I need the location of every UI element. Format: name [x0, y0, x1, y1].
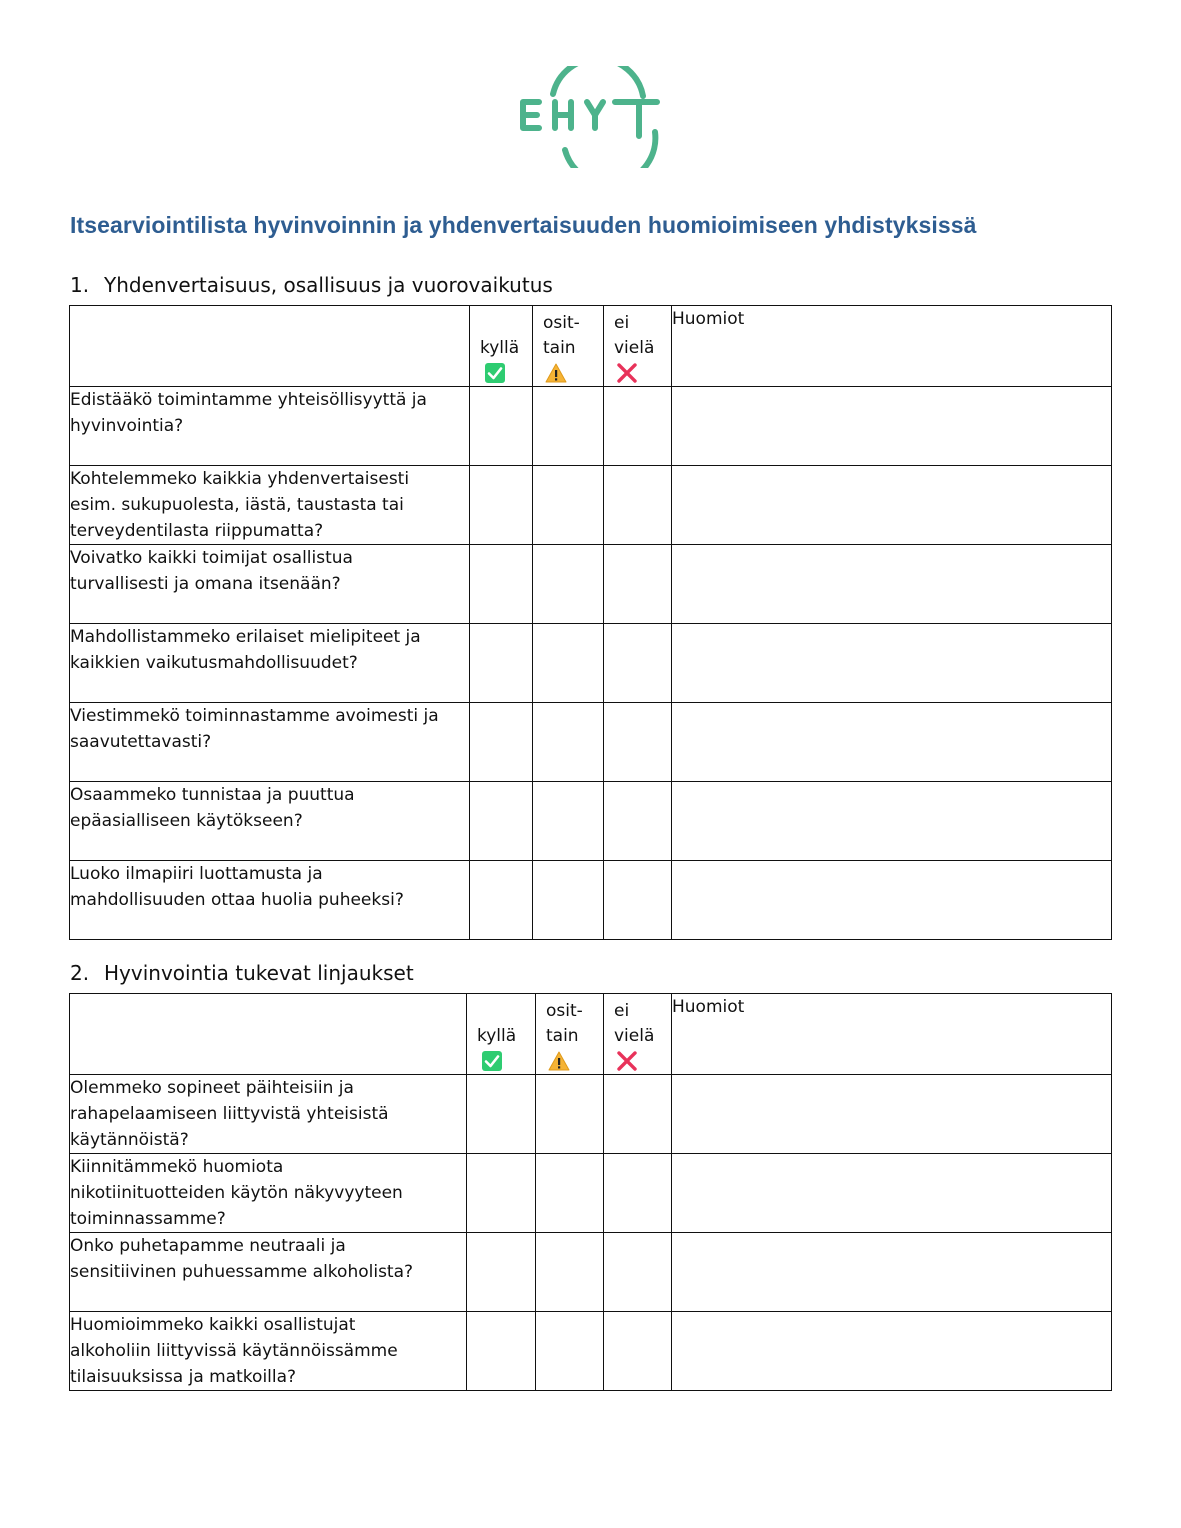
question-line: Huomioimmeko kaikki osallistujat [70, 1315, 356, 1335]
yes-answer-cell[interactable] [470, 466, 533, 545]
partly-answer-cell[interactable] [536, 1154, 604, 1233]
yes-answer-cell[interactable] [470, 624, 533, 703]
question-line: tilaisuuksissa ja matkoilla? [70, 1367, 297, 1387]
question-line: turvallisesti ja omana itsenään? [70, 574, 341, 594]
question-cell [70, 1233, 467, 1312]
partly-answer-cell[interactable] [533, 703, 604, 782]
yes-answer-cell[interactable] [470, 782, 533, 861]
question-line: Mahdollistammeko erilaiset mielipiteet ja [70, 627, 421, 647]
table-row [70, 782, 1112, 861]
section-heading [70, 273, 553, 297]
notes-column-header: Huomiot [672, 306, 1112, 387]
question-line: hyvinvointia? [70, 416, 184, 436]
page-title: Itsearviointilista hyvinvoinnin ja yhdenvertaisuuden huomioimiseen yhdistyksissä [70, 212, 977, 238]
question-header-cell [70, 306, 470, 387]
not-yet-answer-cell[interactable] [604, 387, 672, 466]
table-row [70, 545, 1112, 624]
question-cell [70, 1075, 467, 1154]
notes-cell[interactable] [672, 387, 1112, 466]
partly-answer-cell[interactable] [536, 1312, 604, 1391]
yes-answer-cell[interactable] [467, 1312, 536, 1391]
yes-column-header [467, 994, 536, 1075]
partly-answer-cell[interactable] [533, 624, 604, 703]
table-row [70, 466, 1112, 545]
notes-cell[interactable] [672, 782, 1112, 861]
question-line: Viestimmekö toiminnastamme avoimesti ja [70, 706, 439, 726]
table-row [70, 861, 1112, 940]
partly-label-line1: osit- [543, 313, 580, 333]
question-cell [70, 703, 470, 782]
question-line: kaikkien vaikutusmahdollisuudet? [70, 653, 358, 673]
table-header-row [70, 994, 1112, 1075]
partly-answer-cell[interactable] [533, 782, 604, 861]
yes-answer-cell[interactable] [470, 387, 533, 466]
question-line: alkoholiin liittyvissä käytännöissämme [70, 1341, 398, 1361]
table-row [70, 1233, 1112, 1312]
notes-cell[interactable] [672, 861, 1112, 940]
partly-answer-cell[interactable] [533, 545, 604, 624]
question-line: Edistääkö toimintamme yhteisöllisyyttä ja [70, 390, 427, 410]
question-line: esim. sukupuolesta, iästä, taustasta tai [70, 495, 404, 515]
not-yet-label-line2: vielä [614, 338, 655, 358]
partly-label-line2: tain [546, 1026, 579, 1046]
not-yet-answer-cell[interactable] [604, 1233, 672, 1312]
question-line: Olemmeko sopineet päihteisiin ja [70, 1078, 354, 1098]
notes-cell[interactable] [672, 1233, 1112, 1312]
notes-cell[interactable] [672, 703, 1112, 782]
question-line: saavutettavasti? [70, 732, 212, 752]
question-line: Kiinnitämmekö huomiota [70, 1157, 284, 1177]
question-line: toiminnassamme? [70, 1209, 226, 1229]
yes-answer-cell[interactable] [470, 545, 533, 624]
not-yet-column-header [604, 994, 672, 1075]
not-yet-column-header [604, 306, 672, 387]
not-yet-answer-cell[interactable] [604, 466, 672, 545]
yes-answer-cell[interactable] [467, 1075, 536, 1154]
partly-answer-cell[interactable] [533, 466, 604, 545]
not-yet-answer-cell[interactable] [604, 545, 672, 624]
not-yet-answer-cell[interactable] [604, 624, 672, 703]
table-row [70, 1312, 1112, 1391]
question-cell [70, 782, 470, 861]
section-title: Hyvinvointia tukevat linjaukset [104, 961, 414, 985]
not-yet-label-line1: ei [614, 313, 630, 333]
notes-cell[interactable] [672, 1075, 1112, 1154]
yes-answer-cell[interactable] [470, 703, 533, 782]
notes-cell[interactable] [672, 545, 1112, 624]
not-yet-answer-cell[interactable] [604, 703, 672, 782]
question-cell [70, 861, 470, 940]
cross-icon [616, 1050, 638, 1072]
question-line: epäasialliseen käytökseen? [70, 811, 303, 831]
table-row [70, 387, 1112, 466]
notes-cell[interactable] [672, 1312, 1112, 1391]
section-number: 2. [70, 961, 90, 985]
question-line: mahdollisuuden ottaa huolia puheeksi? [70, 890, 404, 910]
warning-icon [548, 1050, 570, 1072]
question-cell [70, 466, 470, 545]
partly-answer-cell[interactable] [536, 1075, 604, 1154]
not-yet-label-line2: vielä [614, 1026, 655, 1046]
yes-answer-cell[interactable] [470, 861, 533, 940]
question-cell [70, 1312, 467, 1391]
table-row [70, 624, 1112, 703]
table-row [70, 1154, 1112, 1233]
yes-column-header [470, 306, 533, 387]
cross-icon [616, 362, 638, 384]
not-yet-answer-cell[interactable] [604, 861, 672, 940]
not-yet-answer-cell[interactable] [604, 782, 672, 861]
table-header-row [70, 306, 1112, 387]
notes-column-header: Huomiot [672, 994, 1112, 1075]
section-number: 1. [70, 273, 90, 297]
question-line: Osaammeko tunnistaa ja puuttua [70, 785, 355, 805]
checklist-table [69, 993, 1112, 1391]
partly-column-header [536, 994, 604, 1075]
partly-column-header [533, 306, 604, 387]
yes-answer-cell[interactable] [467, 1154, 536, 1233]
question-line: nikotiinituotteiden käytön näkyvyyteen [70, 1183, 403, 1203]
not-yet-answer-cell[interactable] [604, 1154, 672, 1233]
section-title: Yhdenvertaisuus, osallisuus ja vuorovaikutus [104, 273, 553, 297]
question-line: Onko puhetapamme neutraali ja [70, 1236, 346, 1256]
partly-label-line1: osit- [546, 1001, 583, 1021]
yes-label: kyllä [480, 338, 520, 358]
notes-cell[interactable] [672, 624, 1112, 703]
section-heading [70, 961, 414, 985]
not-yet-label-line1: ei [614, 1001, 630, 1021]
question-line: sensitiivinen puhuessamme alkoholista? [70, 1262, 414, 1282]
table-row [70, 1075, 1112, 1154]
question-line: Voivatko kaikki toimijat osallistua [70, 548, 353, 568]
ehyt-logo [515, 66, 665, 168]
partly-answer-cell[interactable] [533, 387, 604, 466]
question-line: käytännöistä? [70, 1130, 189, 1150]
question-line: Kohtelemmeko kaikkia yhdenvertaisesti [70, 469, 410, 489]
question-cell [70, 545, 470, 624]
checklist-table [69, 305, 1112, 940]
check-icon [481, 1050, 503, 1072]
yes-label: kyllä [477, 1026, 517, 1046]
partly-answer-cell[interactable] [536, 1233, 604, 1312]
not-yet-answer-cell[interactable] [604, 1075, 672, 1154]
question-line: rahapelaamiseen liittyvistä yhteisistä [70, 1104, 389, 1124]
notes-cell[interactable] [672, 1154, 1112, 1233]
check-icon [484, 362, 506, 384]
question-header-cell [70, 994, 467, 1075]
warning-icon [545, 362, 567, 384]
not-yet-answer-cell[interactable] [604, 1312, 672, 1391]
question-line: terveydentilasta riippumatta? [70, 521, 324, 541]
partly-answer-cell[interactable] [533, 861, 604, 940]
question-cell [70, 624, 470, 703]
yes-answer-cell[interactable] [467, 1233, 536, 1312]
question-line: Luoko ilmapiiri luottamusta ja [70, 864, 323, 884]
notes-cell[interactable] [672, 466, 1112, 545]
question-cell [70, 1154, 467, 1233]
table-row [70, 703, 1112, 782]
partly-label-line2: tain [543, 338, 576, 358]
question-cell [70, 387, 470, 466]
